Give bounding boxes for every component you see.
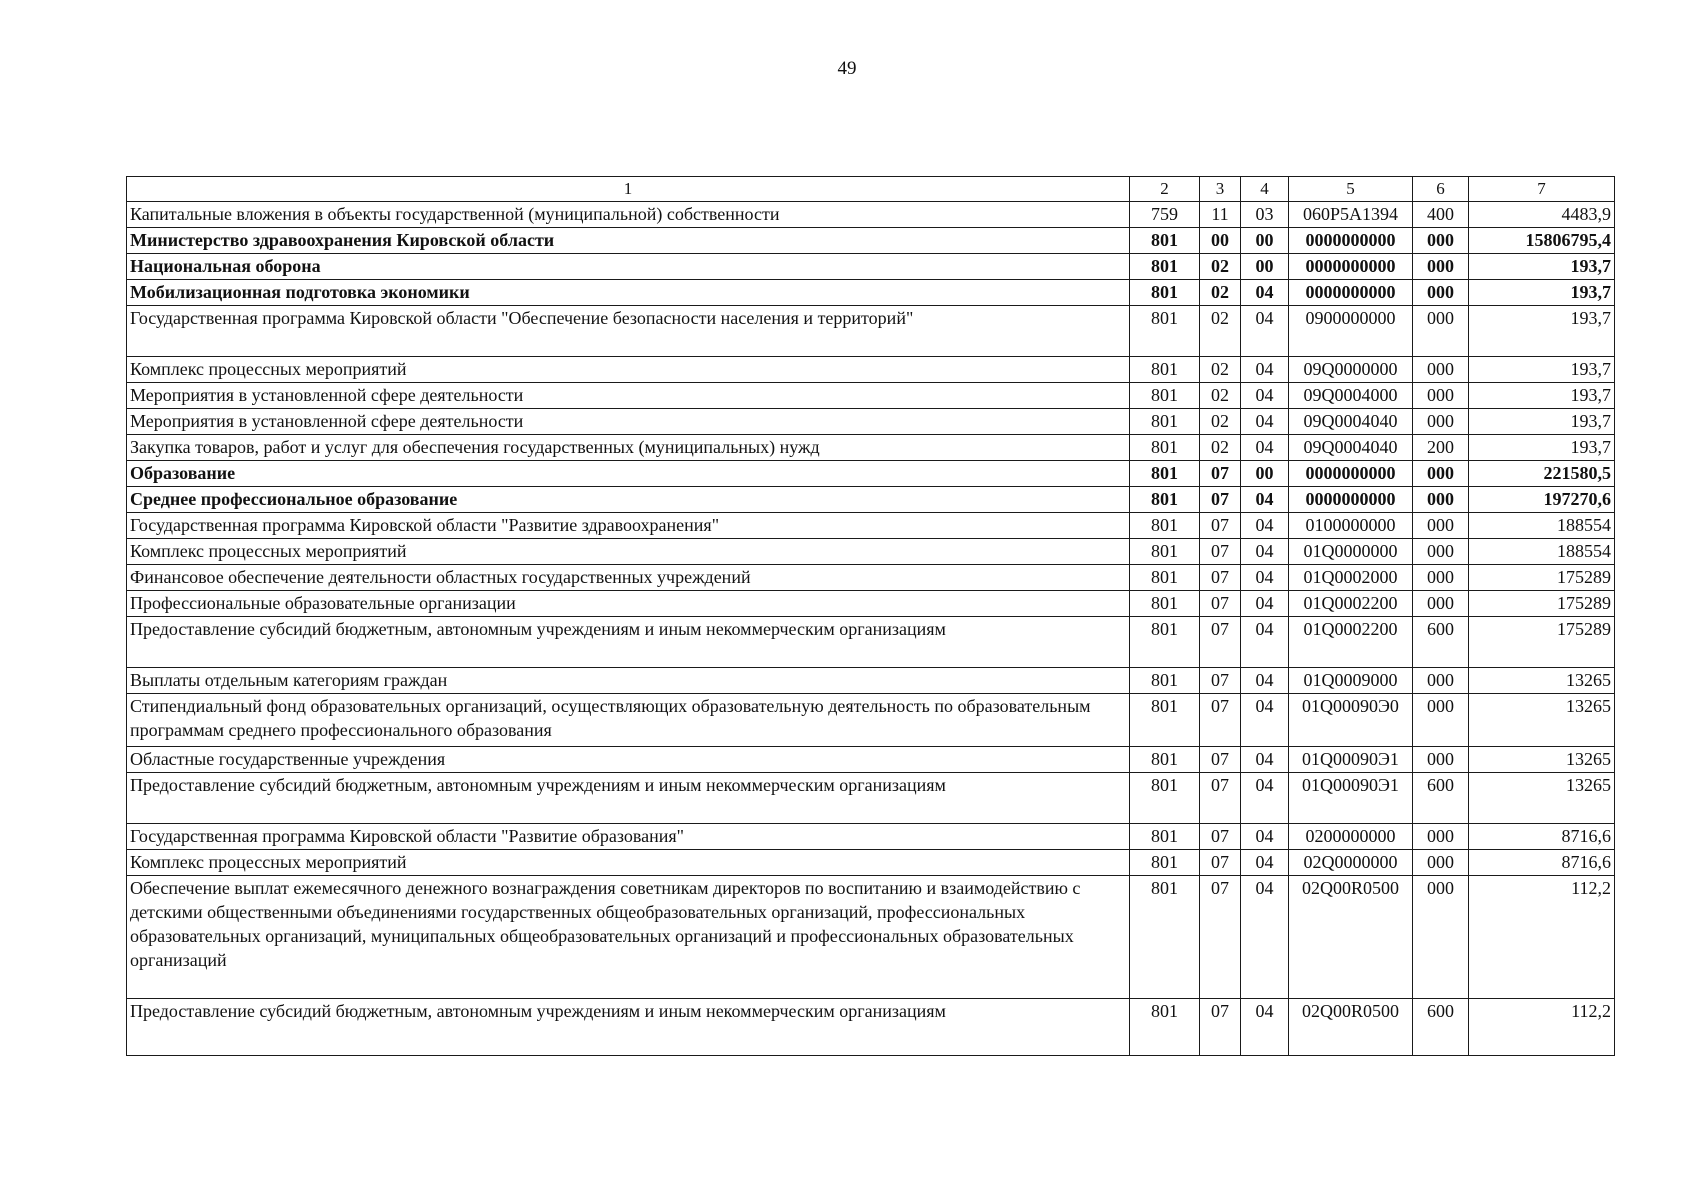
- row-subsection-cell: 04: [1241, 357, 1289, 383]
- row-name-cell: Стипендиальный фонд образовательных организаций, осуществляющих образовательную деятельность по образовательным программам среднего профессионального образования: [127, 694, 1130, 747]
- row-expense-type-cell: 000: [1413, 668, 1469, 694]
- table-row: [127, 306, 1615, 357]
- row-code-cell: 801: [1130, 280, 1200, 306]
- row-name-cell: Закупка товаров, работ и услуг для обеспечения государственных (муниципальных) нужд: [127, 435, 1130, 461]
- row-amount-cell: 193,7: [1469, 383, 1615, 409]
- row-amount-cell: 175289: [1469, 591, 1615, 617]
- row-expense-type-cell: 000: [1413, 591, 1469, 617]
- table-row: [127, 668, 1615, 694]
- row-section-cell: 07: [1200, 668, 1241, 694]
- row-target-article-cell: 01Q0002200: [1289, 591, 1413, 617]
- row-subsection-cell: 04: [1241, 694, 1289, 747]
- header-col-3: 3: [1200, 177, 1241, 202]
- row-code-cell: 759: [1130, 202, 1200, 228]
- row-section-cell: 07: [1200, 461, 1241, 487]
- row-name-cell: Государственная программа Кировской области "Обеспечение безопасности населения и территорий": [127, 306, 1130, 357]
- page-number: 49: [837, 58, 857, 79]
- table-row: [127, 202, 1615, 228]
- row-code-cell: 801: [1130, 435, 1200, 461]
- row-amount-cell: 4483,9: [1469, 202, 1615, 228]
- row-target-article-cell: 09Q0004040: [1289, 409, 1413, 435]
- row-name-cell: Комплекс процессных мероприятий: [127, 850, 1130, 876]
- row-name-cell: Финансовое обеспечение деятельности областных государственных учреждений: [127, 565, 1130, 591]
- row-code-cell: 801: [1130, 228, 1200, 254]
- row-name-cell: Мероприятия в установленной сфере деятельности: [127, 409, 1130, 435]
- row-name-cell: Капитальные вложения в объекты государственной (муниципальной) собственности: [127, 202, 1130, 228]
- row-expense-type-cell: 600: [1413, 617, 1469, 668]
- row-section-cell: 07: [1200, 513, 1241, 539]
- row-expense-type-cell: 600: [1413, 773, 1469, 824]
- row-amount-cell: 193,7: [1469, 280, 1615, 306]
- row-section-cell: 07: [1200, 850, 1241, 876]
- budget-table: [126, 176, 1615, 1056]
- row-expense-type-cell: 400: [1413, 202, 1469, 228]
- row-code-cell: 801: [1130, 461, 1200, 487]
- table-row: [127, 824, 1615, 850]
- row-subsection-cell: 04: [1241, 383, 1289, 409]
- row-code-cell: 801: [1130, 357, 1200, 383]
- row-section-cell: 07: [1200, 539, 1241, 565]
- row-expense-type-cell: 000: [1413, 747, 1469, 773]
- row-section-cell: 02: [1200, 306, 1241, 357]
- row-target-article-cell: 0000000000: [1289, 487, 1413, 513]
- row-amount-cell: 175289: [1469, 617, 1615, 668]
- row-amount-cell: 193,7: [1469, 254, 1615, 280]
- row-expense-type-cell: 000: [1413, 487, 1469, 513]
- row-subsection-cell: 00: [1241, 228, 1289, 254]
- row-amount-cell: 8716,6: [1469, 850, 1615, 876]
- table-row: [127, 513, 1615, 539]
- row-name-cell: Министерство здравоохранения Кировской области: [127, 228, 1130, 254]
- row-subsection-cell: 00: [1241, 254, 1289, 280]
- row-section-cell: 02: [1200, 254, 1241, 280]
- table-header-row: [127, 177, 1615, 202]
- row-code-cell: 801: [1130, 773, 1200, 824]
- row-expense-type-cell: 000: [1413, 824, 1469, 850]
- row-amount-cell: 193,7: [1469, 435, 1615, 461]
- row-target-article-cell: 01Q00090Э1: [1289, 773, 1413, 824]
- row-code-cell: 801: [1130, 539, 1200, 565]
- row-target-article-cell: 01Q0002200: [1289, 617, 1413, 668]
- row-target-article-cell: 09Q0004000: [1289, 383, 1413, 409]
- row-section-cell: 07: [1200, 999, 1241, 1056]
- row-section-cell: 07: [1200, 876, 1241, 999]
- row-subsection-cell: 04: [1241, 513, 1289, 539]
- row-name-cell: Выплаты отдельным категориям граждан: [127, 668, 1130, 694]
- row-expense-type-cell: 000: [1413, 409, 1469, 435]
- row-code-cell: 801: [1130, 487, 1200, 513]
- row-name-cell: Комплекс процессных мероприятий: [127, 539, 1130, 565]
- row-code-cell: 801: [1130, 254, 1200, 280]
- row-target-article-cell: 0100000000: [1289, 513, 1413, 539]
- table-row: [127, 999, 1615, 1056]
- row-subsection-cell: 04: [1241, 280, 1289, 306]
- row-target-article-cell: 01Q00090Э1: [1289, 747, 1413, 773]
- row-amount-cell: 221580,5: [1469, 461, 1615, 487]
- row-expense-type-cell: 000: [1413, 565, 1469, 591]
- row-section-cell: 00: [1200, 228, 1241, 254]
- table-row: [127, 254, 1615, 280]
- row-subsection-cell: 04: [1241, 487, 1289, 513]
- table-row: [127, 773, 1615, 824]
- table-row: [127, 487, 1615, 513]
- row-section-cell: 11: [1200, 202, 1241, 228]
- row-target-article-cell: 0000000000: [1289, 280, 1413, 306]
- row-section-cell: 07: [1200, 565, 1241, 591]
- table-row: [127, 617, 1615, 668]
- row-section-cell: 02: [1200, 280, 1241, 306]
- row-target-article-cell: 0000000000: [1289, 461, 1413, 487]
- row-amount-cell: 15806795,4: [1469, 228, 1615, 254]
- row-section-cell: 07: [1200, 824, 1241, 850]
- header-col-5: 5: [1289, 177, 1413, 202]
- row-code-cell: 801: [1130, 383, 1200, 409]
- row-code-cell: 801: [1130, 850, 1200, 876]
- row-section-cell: 07: [1200, 773, 1241, 824]
- row-target-article-cell: 01Q00090Э0: [1289, 694, 1413, 747]
- row-expense-type-cell: 200: [1413, 435, 1469, 461]
- row-subsection-cell: 00: [1241, 461, 1289, 487]
- row-code-cell: 801: [1130, 876, 1200, 999]
- table-row: [127, 409, 1615, 435]
- row-subsection-cell: 04: [1241, 306, 1289, 357]
- row-code-cell: 801: [1130, 747, 1200, 773]
- row-expense-type-cell: 000: [1413, 539, 1469, 565]
- row-code-cell: 801: [1130, 668, 1200, 694]
- row-target-article-cell: 0000000000: [1289, 228, 1413, 254]
- table-row: [127, 383, 1615, 409]
- row-target-article-cell: 01Q0000000: [1289, 539, 1413, 565]
- row-amount-cell: 193,7: [1469, 306, 1615, 357]
- header-col-6: 6: [1413, 177, 1469, 202]
- header-col-1: 1: [127, 177, 1130, 202]
- table-row: [127, 357, 1615, 383]
- row-target-article-cell: 02Q00R0500: [1289, 999, 1413, 1056]
- row-amount-cell: 175289: [1469, 565, 1615, 591]
- row-name-cell: Государственная программа Кировской области "Развитие здравоохранения": [127, 513, 1130, 539]
- row-subsection-cell: 04: [1241, 773, 1289, 824]
- row-section-cell: 07: [1200, 591, 1241, 617]
- row-name-cell: Национальная оборона: [127, 254, 1130, 280]
- row-section-cell: 02: [1200, 409, 1241, 435]
- row-subsection-cell: 04: [1241, 850, 1289, 876]
- table-row: [127, 539, 1615, 565]
- row-amount-cell: 188554: [1469, 513, 1615, 539]
- row-name-cell: Предоставление субсидий бюджетным, автономным учреждениям и иным некоммерческим организациям: [127, 999, 1130, 1056]
- row-subsection-cell: 04: [1241, 539, 1289, 565]
- row-amount-cell: 13265: [1469, 668, 1615, 694]
- header-col-2: 2: [1130, 177, 1200, 202]
- row-target-article-cell: 09Q0000000: [1289, 357, 1413, 383]
- row-expense-type-cell: 000: [1413, 306, 1469, 357]
- row-target-article-cell: 02Q0000000: [1289, 850, 1413, 876]
- row-subsection-cell: 04: [1241, 565, 1289, 591]
- row-section-cell: 07: [1200, 487, 1241, 513]
- row-subsection-cell: 04: [1241, 409, 1289, 435]
- table-body: [127, 202, 1615, 1056]
- row-name-cell: Обеспечение выплат ежемесячного денежного вознаграждения советникам директоров по воспитанию и взаимодействию с детскими общественными объединениями государственных общеобразовательных организаций, профессиональных образовательных организаций, муниципальных общеобразовательных организаций и профессиональных образовательных организаций: [127, 876, 1130, 999]
- table-row: [127, 694, 1615, 747]
- table-row: [127, 591, 1615, 617]
- row-code-cell: 801: [1130, 565, 1200, 591]
- row-expense-type-cell: 000: [1413, 694, 1469, 747]
- row-subsection-cell: 04: [1241, 999, 1289, 1056]
- row-section-cell: 02: [1200, 435, 1241, 461]
- table-row: [127, 435, 1615, 461]
- row-name-cell: Предоставление субсидий бюджетным, автономным учреждениям и иным некоммерческим организациям: [127, 617, 1130, 668]
- row-expense-type-cell: 000: [1413, 254, 1469, 280]
- table-row: [127, 228, 1615, 254]
- row-subsection-cell: 04: [1241, 824, 1289, 850]
- row-amount-cell: 13265: [1469, 694, 1615, 747]
- row-amount-cell: 193,7: [1469, 409, 1615, 435]
- row-expense-type-cell: 000: [1413, 850, 1469, 876]
- row-code-cell: 801: [1130, 694, 1200, 747]
- row-name-cell: Среднее профессиональное образование: [127, 487, 1130, 513]
- row-name-cell: Мероприятия в установленной сфере деятельности: [127, 383, 1130, 409]
- table-row: [127, 280, 1615, 306]
- row-amount-cell: 8716,6: [1469, 824, 1615, 850]
- row-subsection-cell: 04: [1241, 435, 1289, 461]
- row-expense-type-cell: 000: [1413, 513, 1469, 539]
- row-expense-type-cell: 000: [1413, 280, 1469, 306]
- row-amount-cell: 13265: [1469, 773, 1615, 824]
- row-expense-type-cell: 600: [1413, 999, 1469, 1056]
- row-code-cell: 801: [1130, 409, 1200, 435]
- row-expense-type-cell: 000: [1413, 461, 1469, 487]
- row-amount-cell: 112,2: [1469, 999, 1615, 1056]
- row-section-cell: 02: [1200, 383, 1241, 409]
- row-target-article-cell: 060P5A1394: [1289, 202, 1413, 228]
- row-subsection-cell: 03: [1241, 202, 1289, 228]
- row-expense-type-cell: 000: [1413, 876, 1469, 999]
- row-expense-type-cell: 000: [1413, 357, 1469, 383]
- row-section-cell: 07: [1200, 747, 1241, 773]
- row-code-cell: 801: [1130, 306, 1200, 357]
- row-target-article-cell: 0900000000: [1289, 306, 1413, 357]
- row-subsection-cell: 04: [1241, 617, 1289, 668]
- row-section-cell: 02: [1200, 357, 1241, 383]
- row-name-cell: Государственная программа Кировской области "Развитие образования": [127, 824, 1130, 850]
- row-expense-type-cell: 000: [1413, 228, 1469, 254]
- row-amount-cell: 188554: [1469, 539, 1615, 565]
- table-row: [127, 565, 1615, 591]
- row-target-article-cell: 01Q0009000: [1289, 668, 1413, 694]
- row-target-article-cell: 09Q0004040: [1289, 435, 1413, 461]
- row-name-cell: Мобилизационная подготовка экономики: [127, 280, 1130, 306]
- row-amount-cell: 13265: [1469, 747, 1615, 773]
- header-col-4: 4: [1241, 177, 1289, 202]
- row-code-cell: 801: [1130, 617, 1200, 668]
- row-section-cell: 07: [1200, 694, 1241, 747]
- row-subsection-cell: 04: [1241, 591, 1289, 617]
- row-code-cell: 801: [1130, 824, 1200, 850]
- row-code-cell: 801: [1130, 999, 1200, 1056]
- row-subsection-cell: 04: [1241, 876, 1289, 999]
- row-code-cell: 801: [1130, 513, 1200, 539]
- row-name-cell: Профессиональные образовательные организации: [127, 591, 1130, 617]
- row-expense-type-cell: 000: [1413, 383, 1469, 409]
- row-target-article-cell: 02Q00R0500: [1289, 876, 1413, 999]
- table-row: [127, 461, 1615, 487]
- row-name-cell: Областные государственные учреждения: [127, 747, 1130, 773]
- row-name-cell: Предоставление субсидий бюджетным, автономным учреждениям и иным некоммерческим организациям: [127, 773, 1130, 824]
- row-amount-cell: 193,7: [1469, 357, 1615, 383]
- row-target-article-cell: 0000000000: [1289, 254, 1413, 280]
- row-target-article-cell: 01Q0002000: [1289, 565, 1413, 591]
- row-amount-cell: 197270,6: [1469, 487, 1615, 513]
- row-code-cell: 801: [1130, 591, 1200, 617]
- row-subsection-cell: 04: [1241, 668, 1289, 694]
- row-section-cell: 07: [1200, 617, 1241, 668]
- table-row: [127, 876, 1615, 999]
- table-row: [127, 747, 1615, 773]
- row-target-article-cell: 0200000000: [1289, 824, 1413, 850]
- header-col-7: 7: [1469, 177, 1615, 202]
- row-subsection-cell: 04: [1241, 747, 1289, 773]
- table-row: [127, 850, 1615, 876]
- row-amount-cell: 112,2: [1469, 876, 1615, 999]
- row-name-cell: Комплекс процессных мероприятий: [127, 357, 1130, 383]
- row-name-cell: Образование: [127, 461, 1130, 487]
